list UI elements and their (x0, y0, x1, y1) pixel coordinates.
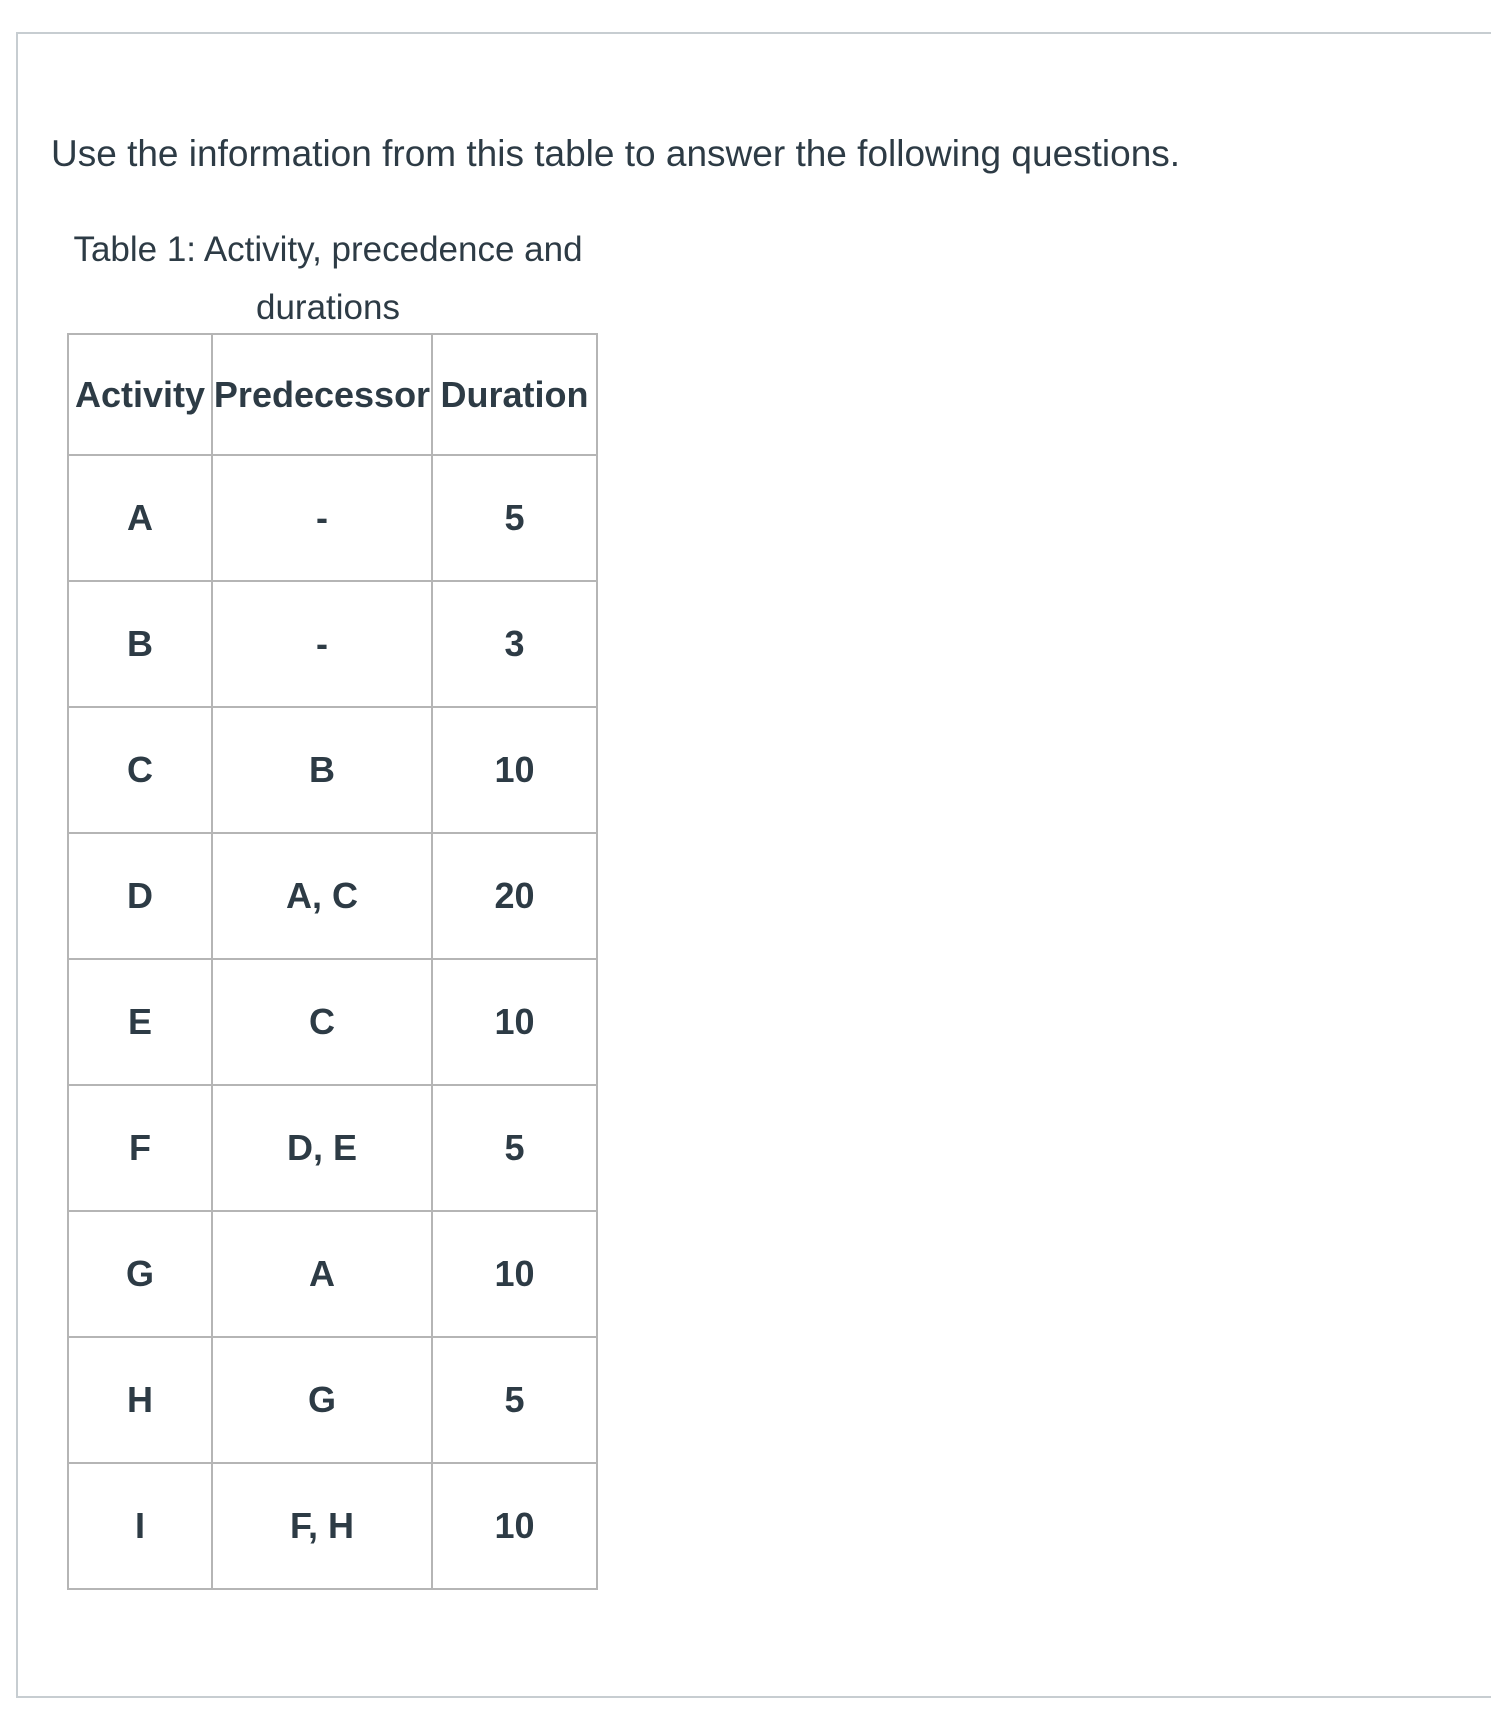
cell-duration: 10 (432, 959, 597, 1085)
table-row (68, 1337, 597, 1463)
table-row (68, 707, 597, 833)
cell-predecessor: D, E (212, 1085, 432, 1211)
cell-duration: 5 (432, 1337, 597, 1463)
cell-activity: G (68, 1211, 212, 1337)
cell-predecessor: A (212, 1211, 432, 1337)
cell-duration: 3 (432, 581, 597, 707)
cell-predecessor: C (212, 959, 432, 1085)
cell-duration: 20 (432, 833, 597, 959)
cell-activity: C (68, 707, 212, 833)
cell-duration: 10 (432, 1211, 597, 1337)
cell-duration: 5 (432, 1085, 597, 1211)
cell-activity: E (68, 959, 212, 1085)
cell-activity: D (68, 833, 212, 959)
table-row (68, 959, 597, 1085)
table-row (68, 455, 597, 581)
cell-predecessor: - (212, 455, 432, 581)
cell-activity: I (68, 1463, 212, 1589)
cell-activity: H (68, 1337, 212, 1463)
cell-activity: A (68, 455, 212, 581)
cell-duration: 10 (432, 1463, 597, 1589)
cell-activity: F (68, 1085, 212, 1211)
table-row (68, 833, 597, 959)
cell-duration: 5 (432, 455, 597, 581)
header-predecessor: Predecessor (212, 334, 432, 455)
header-duration: Duration (432, 334, 597, 455)
table-caption: Table 1: Activity, precedence and durations (73, 230, 583, 327)
cell-predecessor: G (212, 1337, 432, 1463)
table-header-row (68, 334, 597, 455)
cell-duration: 10 (432, 707, 597, 833)
activity-table (67, 333, 598, 1590)
table-row (68, 581, 597, 707)
intro-text: Use the information from this table to answer the following questions. (51, 133, 1181, 174)
cell-activity: B (68, 581, 212, 707)
table-row (68, 1463, 597, 1589)
cell-predecessor: F, H (212, 1463, 432, 1589)
table-row (68, 1211, 597, 1337)
cell-predecessor: B (212, 707, 432, 833)
cell-predecessor: A, C (212, 833, 432, 959)
cell-predecessor: - (212, 581, 432, 707)
table-row (68, 1085, 597, 1211)
header-activity: Activity (68, 334, 212, 455)
